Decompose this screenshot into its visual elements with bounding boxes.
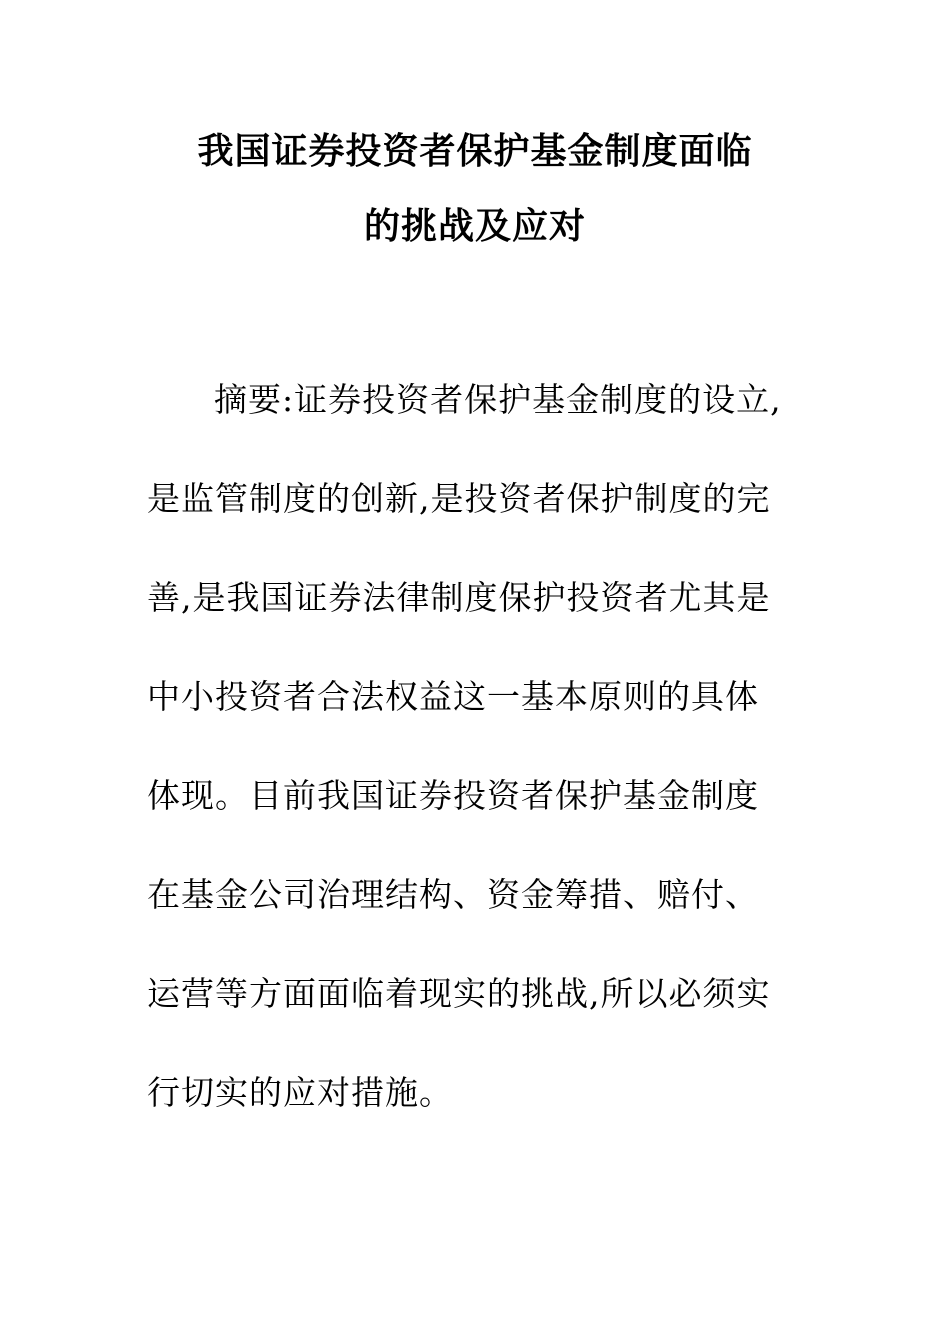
abstract-line-2: 是监管制度的创新,是投资者保护制度的完 [147,479,771,518]
title-line-2: 的挑战及应对 [363,206,586,247]
abstract-line-5: 体现。目前我国证券投资者保护基金制度 [147,776,759,815]
abstract-line-3: 善,是我国证券法律制度保护投资者尤其是 [147,578,771,617]
title-line-1: 我国证券投资者保护基金制度面临 [197,131,753,172]
abstract-line-1: 摘要:证券投资者保护基金制度的设立, [214,380,782,419]
abstract-line-7: 运营等方面面临着现实的挑战,所以必须实 [147,974,771,1013]
abstract-line-4: 中小投资者合法权益这一基本原则的具体 [147,677,759,716]
abstract-line-6: 在基金公司治理结构、资金筹措、赔付、 [147,875,759,914]
abstract-line-8: 行切实的应对措施。 [147,1073,453,1112]
